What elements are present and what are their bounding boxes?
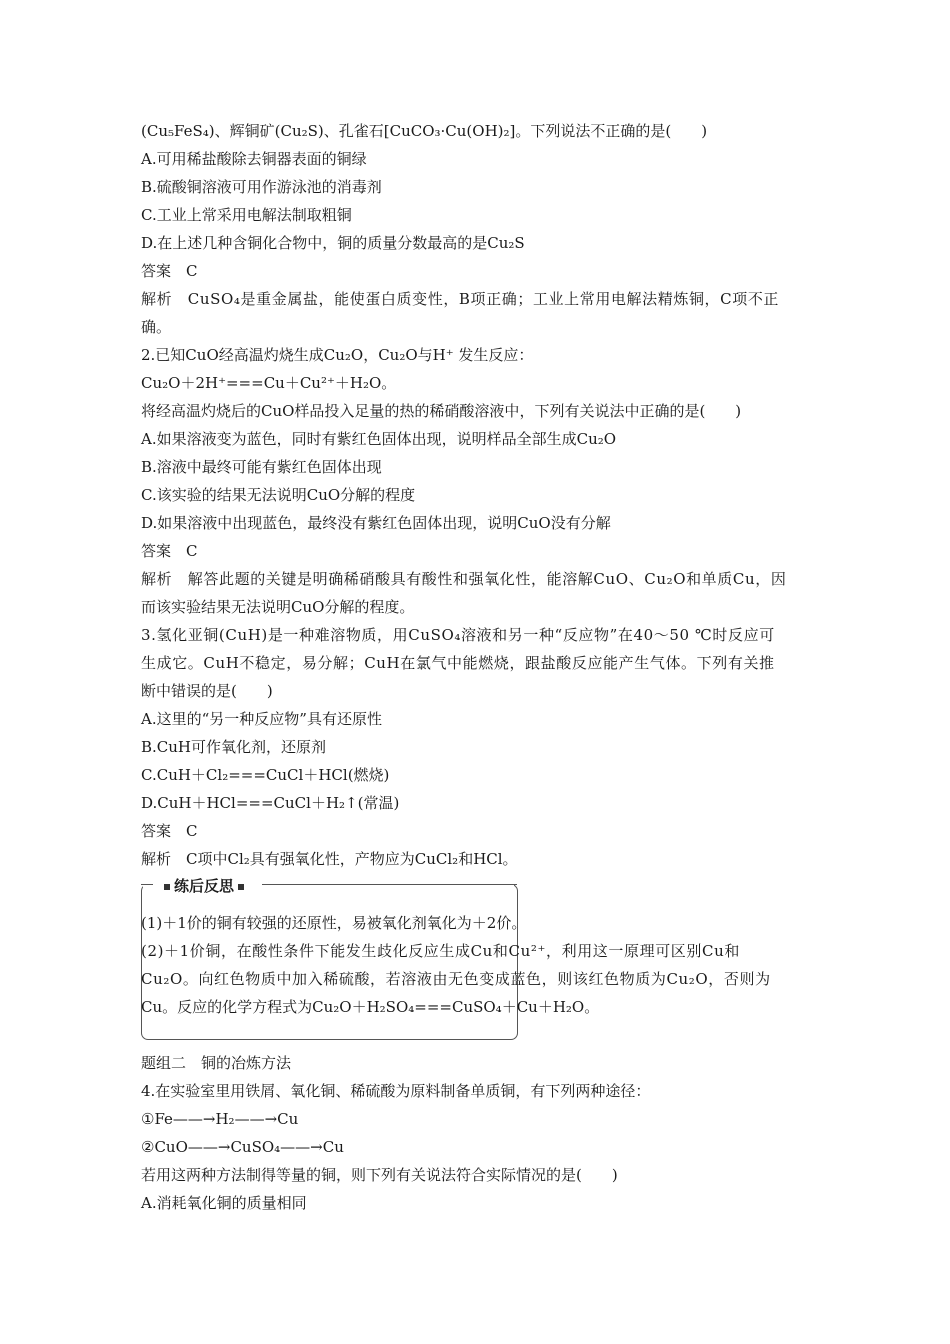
question-3-stem-end: 断中错误的是( ) — [141, 682, 273, 700]
question-4-option-a: A.消耗氧化铜的质量相同 — [141, 1194, 307, 1212]
question-2-stem: 2.已知CuO经高温灼烧生成Cu₂O，Cu₂O与H⁺ 发生反应： — [141, 346, 534, 364]
square-bullet-icon — [164, 884, 170, 890]
question-3-option-c: C.CuH＋Cl₂===CuCl＋HCl(燃烧) — [141, 766, 390, 784]
question-3-stem-cont: 生成它。CuH不稳定，易分解；CuH在氯气中能燃烧，跟盐酸反应能产生气体。下列有关推 — [141, 654, 775, 672]
question-2-option-c: C.该实验的结果无法说明CuO分解的程度 — [141, 486, 416, 504]
reflection-line-4: Cu。反应的化学方程式为Cu₂O＋H₂SO₄===CuSO₄＋Cu＋H₂O。 — [141, 998, 600, 1016]
question-4-route-1: ①Fe——→H₂——→Cu — [141, 1110, 299, 1128]
question-4-route-2: ②CuO——→CuSO₄——→Cu — [141, 1138, 344, 1156]
question-2-question: 将经高温灼烧后的CuO样品投入足量的热的稀硝酸溶液中，下列有关说法中正确的是( ) — [141, 402, 742, 420]
question-1-option-a: A.可用稀盐酸除去铜器表面的铜绿 — [141, 150, 367, 168]
question-2-option-b: B.溶液中最终可能有紫红色固体出现 — [141, 458, 382, 476]
reflection-line-1: (1)＋1价的铜有较强的还原性，易被氧化剂氧化为＋2价。 — [141, 914, 527, 932]
square-bullet-icon — [238, 884, 244, 890]
section-heading: 题组二 铜的冶炼方法 — [141, 1054, 292, 1072]
question-1-analysis-cont: 确。 — [141, 318, 172, 336]
question-4-question: 若用这两种方法制得等量的铜，则下列有关说法符合实际情况的是( ) — [141, 1166, 618, 1184]
question-1-analysis: 解析 CuSO₄是重金属盐，能使蛋白质变性，B项正确；工业上常用电解法精炼铜，C项不正 — [141, 290, 780, 308]
question-1-option-b: B.硫酸铜溶液可用作游泳池的消毒剂 — [141, 178, 382, 196]
question-3-stem: 3.氢化亚铜(CuH)是一种难溶物质，用CuSO₄溶液和另一种“反应物”在40～50 ℃时反应可 — [141, 626, 775, 644]
reflection-title: 练后反思 — [154, 877, 254, 895]
question-2-option-d: D.如果溶液中出现蓝色，最终没有紫红色固体出现，说明CuO没有分解 — [141, 514, 611, 532]
question-1-option-d: D.在上述几种含铜化合物中，铜的质量分数最高的是Cu₂S — [141, 234, 525, 252]
reflection-line-2: (2)＋1价铜，在酸性条件下能发生歧化反应生成Cu和Cu²⁺，利用这一原理可区别Cu和 — [141, 942, 740, 960]
question-4-stem: 4.在实验室里用铁屑、氧化铜、稀硫酸为原料制备单质铜，有下列两种途径： — [141, 1082, 651, 1100]
question-3-answer: 答案 C — [141, 822, 198, 840]
question-1-stem-continuation: (Cu₅FeS₄)、辉铜矿(Cu₂S)、孔雀石[CuCO₃·Cu(OH)₂]。下列说法不正确的是( ) — [141, 122, 708, 140]
question-3-analysis: 解析 C项中Cl₂具有强氧化性，产物应为CuCl₂和HCl。 — [141, 850, 518, 868]
reflection-line-3: Cu₂O。向红色物质中加入稀硫酸，若溶液由无色变成蓝色，则该红色物质为Cu₂O，否则为 — [141, 970, 771, 988]
question-1-option-c: C.工业上常采用电解法制取粗铜 — [141, 206, 352, 224]
question-3-option-a: A.这里的“另一种反应物”具有还原性 — [141, 710, 382, 728]
question-2-analysis: 解析 解答此题的关键是明确稀硝酸具有酸性和强氧化性，能溶解CuO、Cu₂O和单质Cu，因 — [141, 570, 787, 588]
question-2-analysis-cont: 而该实验结果无法说明CuO分解的程度。 — [141, 598, 415, 616]
question-2-equation: Cu₂O＋2H⁺===Cu＋Cu²⁺＋H₂O。 — [141, 374, 397, 392]
question-1-answer: 答案 C — [141, 262, 198, 280]
question-3-option-b: B.CuH可作氧化剂，还原剂 — [141, 738, 327, 756]
question-3-option-d: D.CuH＋HCl===CuCl＋H₂↑(常温) — [141, 794, 400, 812]
question-2-answer: 答案 C — [141, 542, 198, 560]
question-2-option-a: A.如果溶液变为蓝色，同时有紫红色固体出现，说明样品全部生成Cu₂O — [141, 430, 617, 448]
